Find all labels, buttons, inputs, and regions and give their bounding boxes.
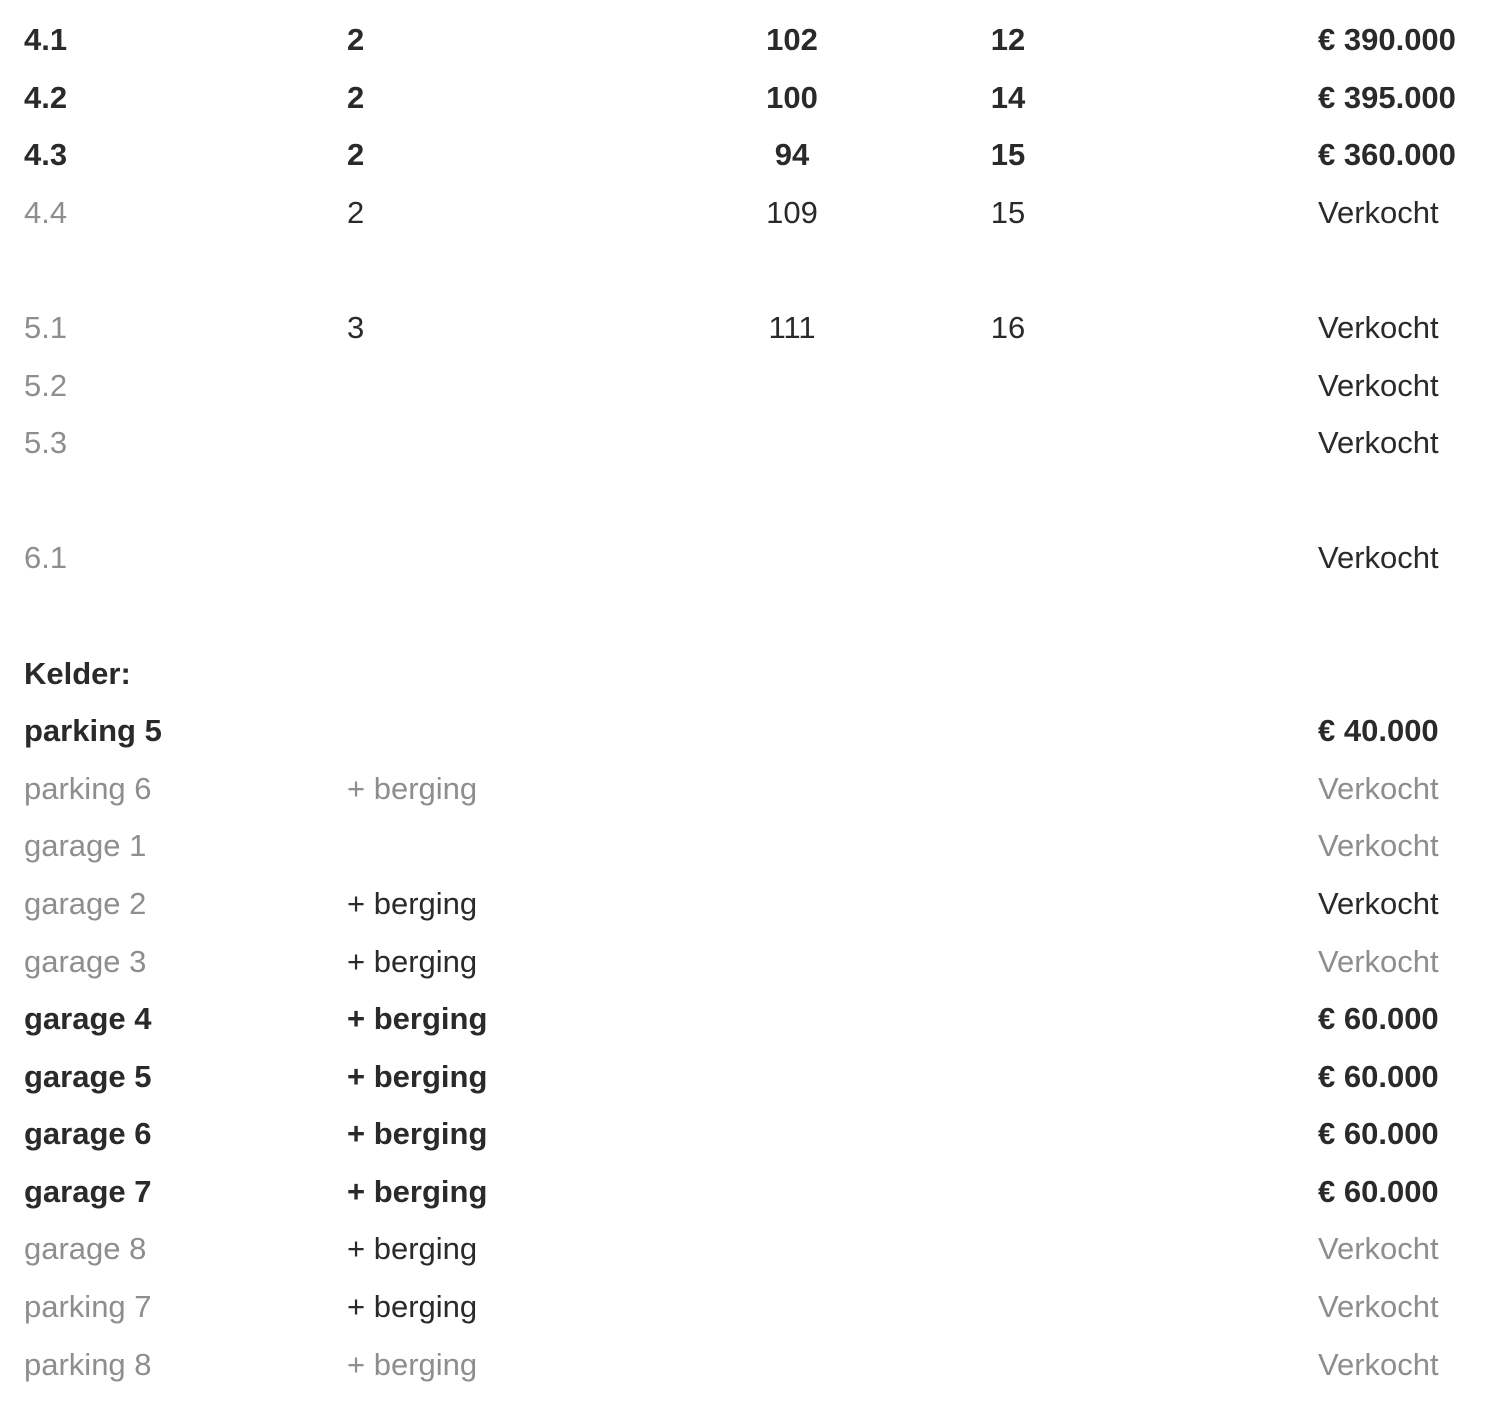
table-row: [0, 184, 1498, 242]
price: Verkocht: [1318, 1231, 1439, 1267]
row-spacer: [0, 241, 1498, 299]
cellar-unit-name: garage 2: [24, 885, 147, 921]
price: Verkocht: [1318, 1346, 1439, 1382]
table-row: [0, 1220, 1498, 1278]
unit-number: 4.2: [24, 79, 68, 115]
cellar-unit-name: garage 5: [24, 1058, 152, 1094]
cellar-extra: + berging: [347, 1231, 478, 1267]
table-row: [0, 760, 1498, 818]
table-row: [0, 1163, 1498, 1221]
outdoor-area: 15: [990, 137, 1026, 173]
price: € 60.000: [1318, 1001, 1439, 1037]
table-row: [0, 1105, 1498, 1163]
price: Verkocht: [1318, 425, 1439, 461]
table-row: [0, 126, 1498, 184]
cellar-extra: + berging: [347, 885, 478, 921]
outdoor-area: 15: [990, 194, 1026, 230]
cellar-unit-name: parking 6: [24, 770, 152, 806]
table-row: [0, 529, 1498, 587]
rooms-count: 2: [347, 79, 365, 115]
row-spacer: [0, 472, 1498, 530]
cellar-extra: + berging: [347, 1058, 488, 1094]
living-area: 94: [774, 137, 810, 173]
unit-number: 6.1: [24, 540, 68, 576]
rooms-count: 2: [347, 22, 365, 57]
price: Verkocht: [1318, 309, 1439, 345]
cellar-extra: + berging: [347, 1001, 488, 1037]
unit-number: 5.1: [24, 309, 68, 345]
cellar-unit-name: garage 3: [24, 943, 147, 979]
unit-number: 5.2: [24, 367, 68, 403]
living-area: 100: [766, 79, 818, 115]
price: Verkocht: [1318, 194, 1439, 230]
table-row: [0, 357, 1498, 415]
cellar-unit-name: garage 1: [24, 828, 147, 864]
price: € 390.000: [1318, 22, 1456, 57]
price: Verkocht: [1318, 943, 1439, 979]
table-row: [0, 1048, 1498, 1106]
row-spacer: [0, 587, 1498, 645]
price: € 360.000: [1318, 137, 1456, 173]
cellar-extra: + berging: [347, 1346, 478, 1382]
rooms-count: 2: [347, 194, 365, 230]
price: Verkocht: [1318, 1289, 1439, 1325]
cellar-extra: + berging: [347, 1173, 488, 1209]
cellar-extra: + berging: [347, 943, 478, 979]
price: € 395.000: [1318, 79, 1456, 115]
rooms-count: 2: [347, 137, 365, 173]
availability-table: [0, 11, 1498, 1393]
cellar-unit-name: parking 5: [24, 713, 162, 749]
price: Verkocht: [1318, 540, 1439, 576]
table-row: [0, 875, 1498, 933]
cellar-unit-name: garage 6: [24, 1116, 152, 1152]
price: € 60.000: [1318, 1173, 1439, 1209]
price: Verkocht: [1318, 770, 1439, 806]
price: Verkocht: [1318, 367, 1439, 403]
table-row: [0, 1336, 1498, 1394]
price: € 40.000: [1318, 713, 1439, 749]
table-row: [0, 817, 1498, 875]
living-area: 109: [766, 194, 818, 230]
section-title-kelder: Kelder:: [24, 655, 131, 691]
cellar-unit-name: parking 8: [24, 1346, 152, 1382]
table-row: [0, 69, 1498, 127]
outdoor-area: 12: [990, 22, 1026, 57]
section-heading-row: [0, 645, 1498, 703]
table-row: [0, 11, 1498, 69]
unit-number: 5.3: [24, 425, 68, 461]
cellar-extra: + berging: [347, 1289, 478, 1325]
cellar-extra: + berging: [347, 770, 478, 806]
cellar-extra: + berging: [347, 1116, 488, 1152]
price: Verkocht: [1318, 885, 1439, 921]
table-row: [0, 299, 1498, 357]
outdoor-area: 14: [990, 79, 1026, 115]
unit-number: 4.4: [24, 194, 68, 230]
table-row: [0, 933, 1498, 991]
table-row: [0, 1278, 1498, 1336]
outdoor-area: 16: [990, 309, 1026, 345]
price: € 60.000: [1318, 1116, 1439, 1152]
table-row: [0, 702, 1498, 760]
table-row: [0, 414, 1498, 472]
cellar-unit-name: garage 8: [24, 1231, 147, 1267]
unit-number: 4.1: [24, 22, 68, 57]
cellar-unit-name: parking 7: [24, 1289, 152, 1325]
living-area: 111: [768, 309, 816, 345]
table-row: [0, 990, 1498, 1048]
cellar-unit-name: garage 7: [24, 1173, 152, 1209]
price: Verkocht: [1318, 828, 1439, 864]
price: € 60.000: [1318, 1058, 1439, 1094]
living-area: 102: [766, 22, 818, 57]
rooms-count: 3: [347, 309, 365, 345]
unit-number: 4.3: [24, 137, 68, 173]
cellar-unit-name: garage 4: [24, 1001, 152, 1037]
